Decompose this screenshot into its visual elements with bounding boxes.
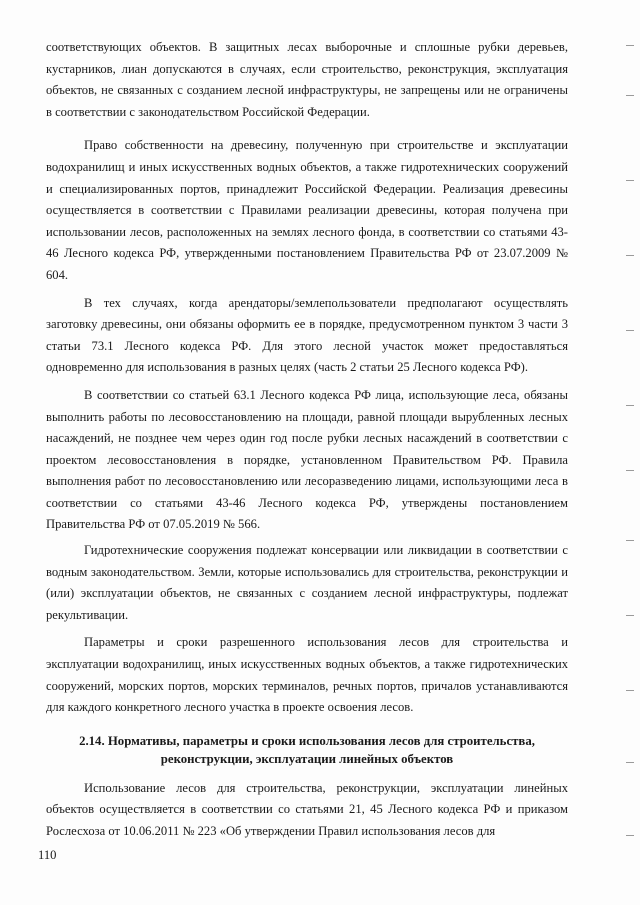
edge-mark <box>626 330 634 331</box>
edge-mark <box>626 95 634 96</box>
edge-mark <box>626 690 634 691</box>
edge-mark <box>626 540 634 541</box>
paragraph-5: Гидротехнические сооружения подлежат консервации или ликвидации в соответствии с водным законодательством. Земли, которые использовались для строительства, реконструкции и (или) эксплуатации объектов, не связанных с созданием лесной инфраструктуры, подлежат рекультивации. <box>46 543 568 622</box>
edge-mark <box>626 835 634 836</box>
paragraph-3: В тех случаях, когда арендаторы/землепользователи предполагают осуществлять заготовку древесины, они обязаны оформить ее в порядке, предусмотренном пунктом 3 части 3 статьи 73.1 Лесного кодекса РФ. Для этого лесной участок может предоставляться одновременно для использования в разных целях (часть 2 статьи 25 Лесного кодекса РФ). <box>46 295 568 375</box>
section-heading: 2.14. Нормативы, параметры и сроки использования лесов для строительства, реконструкции, эксплуатации линейных объектов <box>79 733 535 766</box>
edge-mark <box>626 255 634 256</box>
edge-mark <box>626 45 634 46</box>
scan-edge-marks <box>620 0 634 905</box>
edge-mark <box>626 615 634 616</box>
document-body <box>46 37 568 843</box>
edge-mark <box>626 470 634 471</box>
paragraph-2: Право собственности на древесину, полученную при строительстве и эксплуатации водохранилищ и иных искусственных водных объектов, а также гидротехнических сооружений и специализированных портов, принадлежит Российской Федерации. Реализация древесины осуществляется в соответствии с Правилами реализации древесины, которая получена при использовании лесов, расположенных на землях лесного фонда, в соответствии со статьями 43-46 Лесного кодекса РФ, утвержденными постановлением Правительства РФ от 23.07.2009 № 604. <box>46 138 568 282</box>
page-number: 110 <box>38 848 57 862</box>
paragraph-1: соответствующих объектов. В защитных лесах выборочные и сплошные рубки деревьев, кустарников, лиан допускаются в случаях, если строительство, реконструкция, эксплуатация объектов, не связанных с созданием лесной инфраструктуры, не запрещены или не ограничены в соответствии с законодательством Российской Федерации. <box>46 40 568 119</box>
edge-mark <box>626 762 634 763</box>
edge-mark <box>626 405 634 406</box>
paragraph-7: Использование лесов для строительства, реконструкции, эксплуатации линейных объектов осуществляется в соответствии со статьями 21, 45 Лесного кодекса РФ и приказом Рослесхоза от 10.06.2011 № 223 «Об утверждении Правил использования лесов для <box>46 780 568 838</box>
paragraph-6: Параметры и сроки разрешенного использования лесов для строительства и эксплуатации водохранилищ, иных искусственных водных объектов, а также гидротехнических сооружений, морских портов, морских терминалов, речных портов, причалов устанавливаются для каждого конкретного лесного участка в проекте освоения лесов. <box>46 635 568 715</box>
edge-mark <box>626 180 634 181</box>
paragraph-4: В соответствии со статьей 63.1 Лесного кодекса РФ лица, использующие леса, обязаны выполнить работы по лесовосстановлению на площади, равной площади вырубленных лесных насаждений, не позднее чем через один год после рубки лесных насаждений в соответствии с проектом лесовосстановления в порядке, установленном Правительством РФ. Правила выполнения работ по лесовосстановлению или лесоразведению лицами, использующими леса в соответствии со статьями 43-46 Лесного кодекса РФ, утверждены постановлением Правительства РФ от 07.05.2019 № 566. <box>46 387 568 532</box>
